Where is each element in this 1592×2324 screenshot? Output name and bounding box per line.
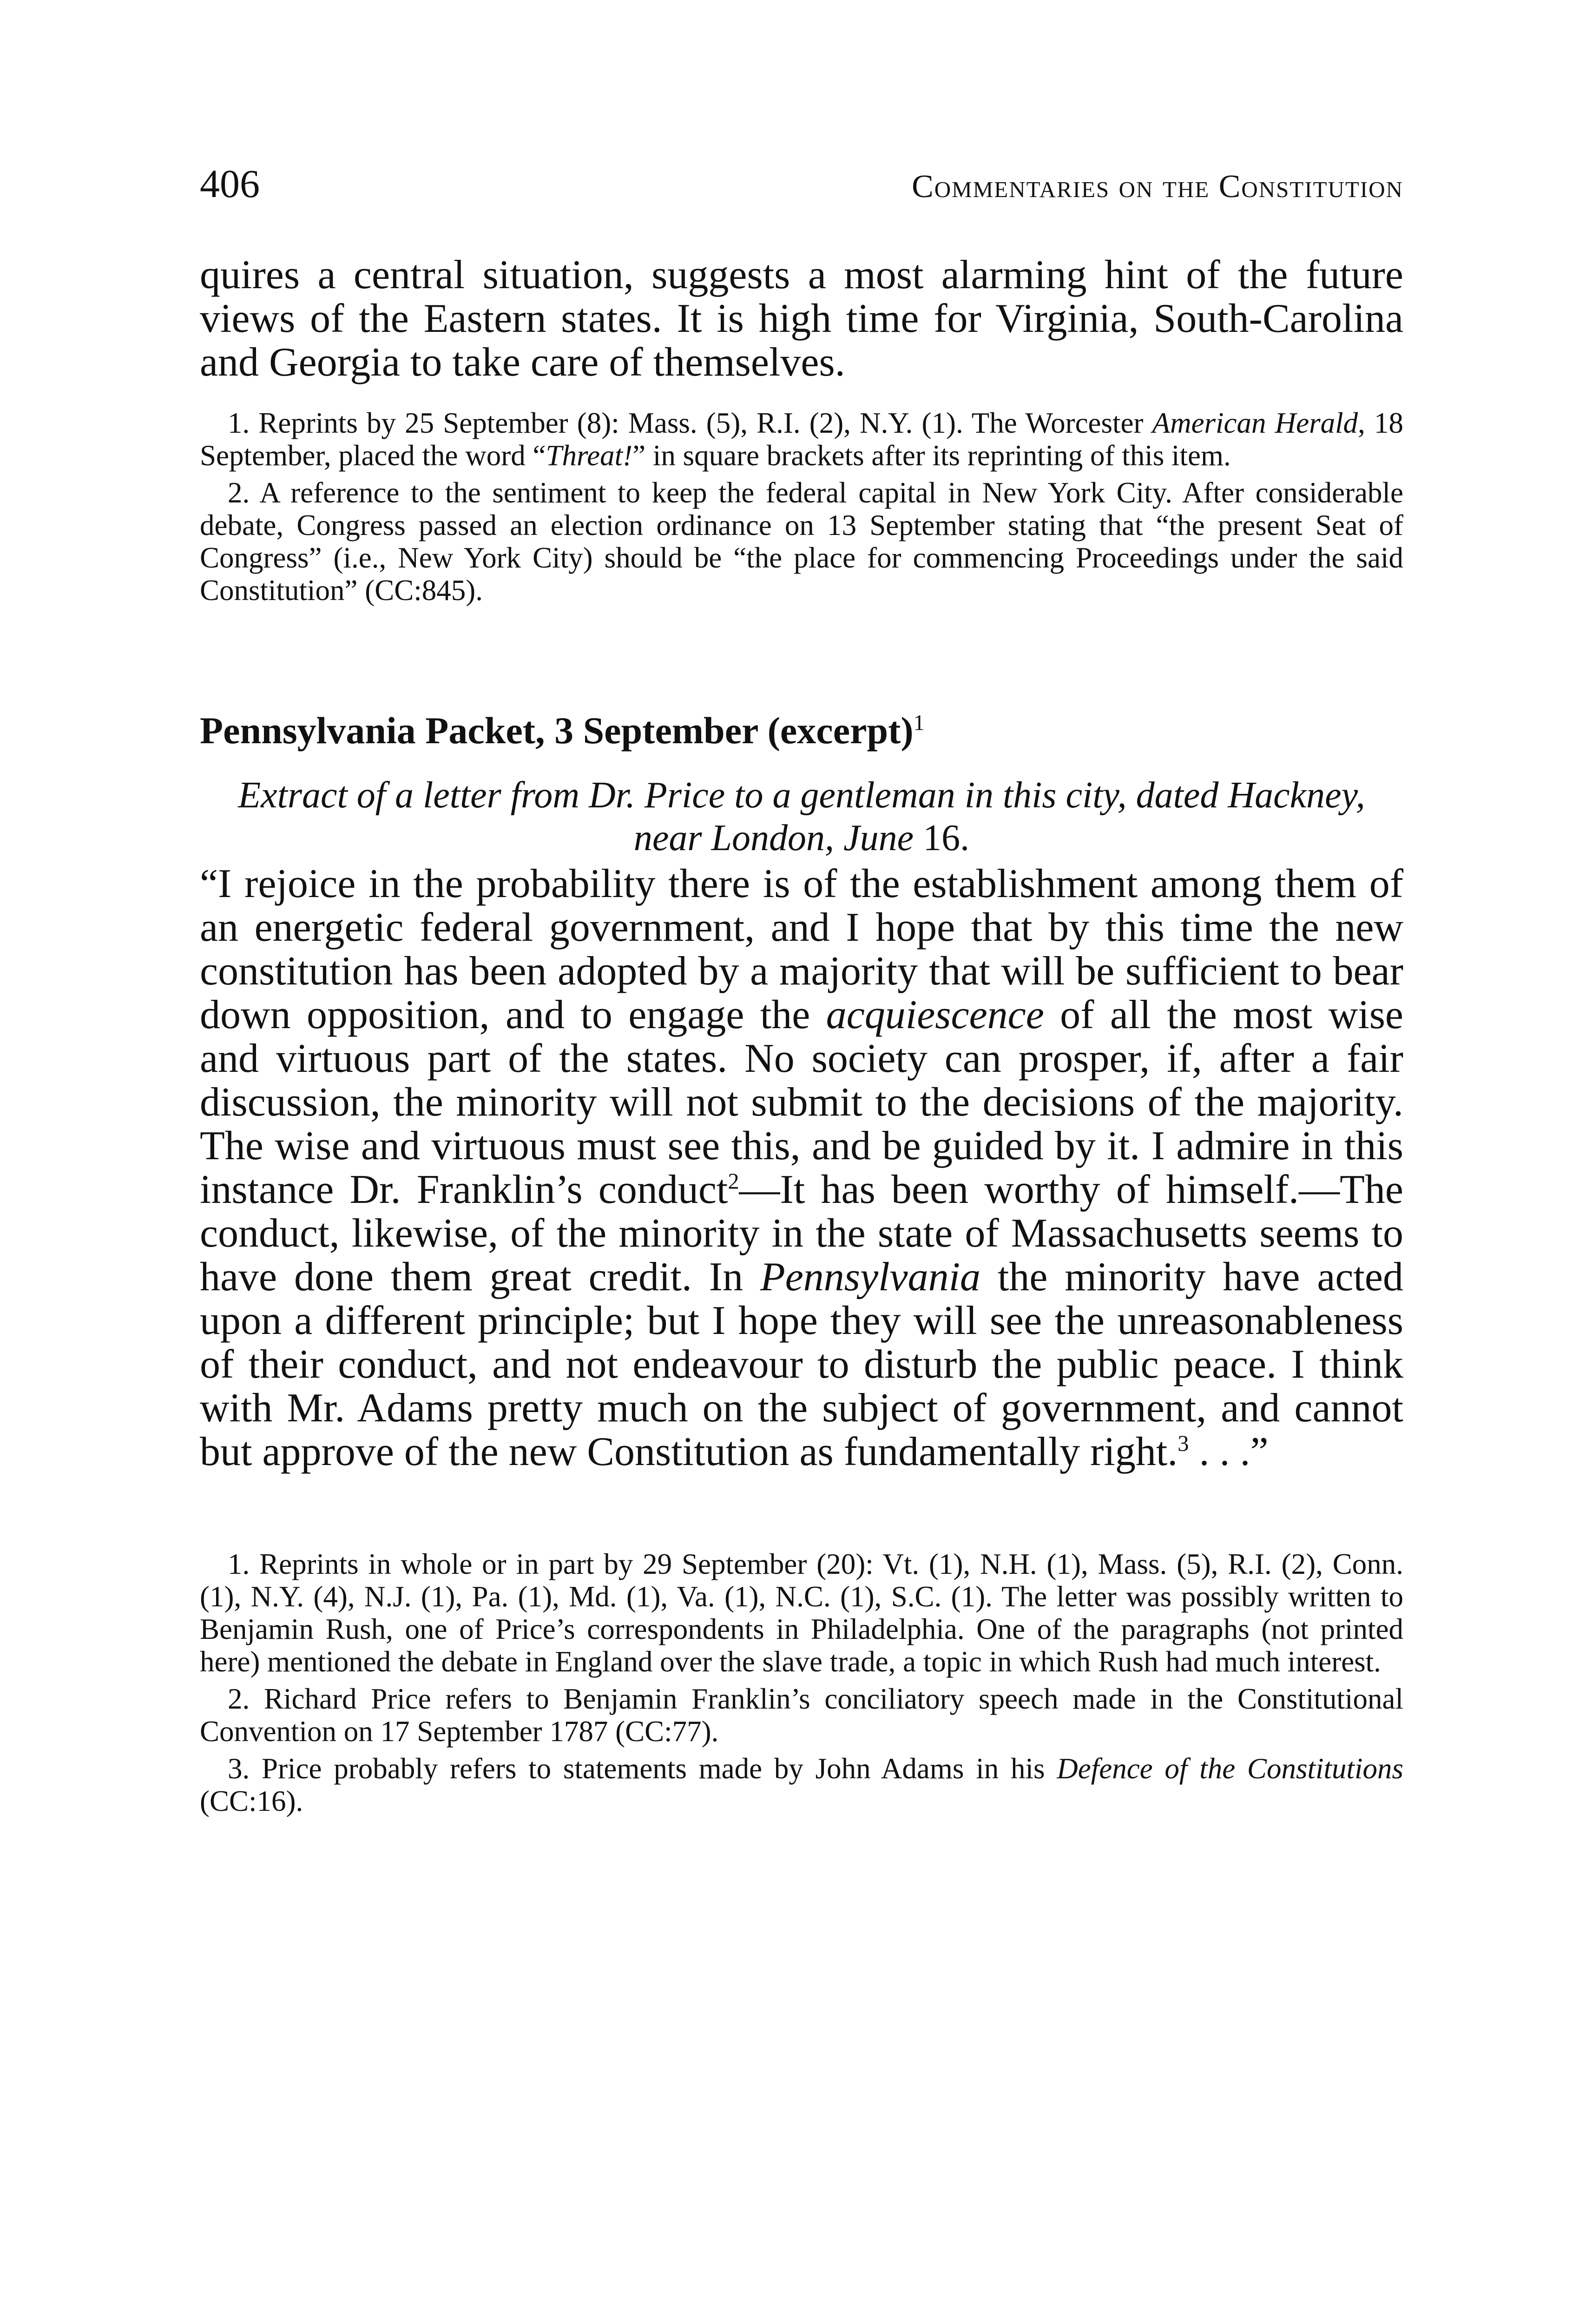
letter-footnote-3: 3. Price probably refers to statements made by John Adams in his Defence of the Constitutions (CC:16). xyxy=(200,1752,1404,1817)
section-heading: Pennsylvania Packet, 3 September (excerpt)$^1$ xyxy=(200,709,925,752)
letter-text: “I rejoice in the probability there is of the establishment among them of an energetic federal government, and I hope that by this time the new constitution has been adopted by a majority that will be sufficient to bear down opposition, and to engage the acquiescence of all the most wise and virtuous part of the states. No society can prosper, if, after a fair discussion, the minority will not submit to the decisions of the majority. The wise and virtuous must see this, and be guided by it. I admire in this instance Dr. Franklin’s conduct$^2$—It has been worthy of himself.—The conduct, likewise, of the minority in the state of Massachusetts seems to have done them great credit. In Pennsylvania the minority have acted upon a different principle; but I hope they will see the unreasonableness of their conduct, and not endeavour to disturb the public peace. I think with Mr. Adams pretty much on the subject of government, and cannot but approve of the new Constitution as fundamentally right.$^3$ . . .” xyxy=(200,861,1403,1474)
continued-text: quires a central situation, suggests a most alarming hint of the future views of the Eastern states. It is high time for Virginia, South-Carolina and Georgia to take care of themselves. xyxy=(200,252,1403,385)
heading-footnote-ref: 1 xyxy=(913,710,925,735)
letter-footnote-2: 2. Richard Price refers to Benjamin Franklin’s conciliatory speech made in the Constitutional Convention on 17 September 1787 (CC:77). xyxy=(200,1683,1403,1748)
footnote-2: 2. A reference to the sentiment to keep the federal capital in New York City. After considerable debate, Congress passed an election ordinance on 13 September stating that “the present Seat of Congress” (i.e., New York City) should be “the place for commencing Proceedings under the said Constitution” (CC:845). xyxy=(200,476,1403,607)
footnote-ref-2: 2 xyxy=(728,1169,739,1194)
page-header xyxy=(200,160,1403,221)
page-number: 406 xyxy=(200,161,260,206)
footnote-1: 1. Reprints by 25 September (8): Mass. (5), R.I. (2), N.Y. (1). The Worcester American Herald, 18 September, placed the word “Threat!” in square brackets after its reprinting of this item. xyxy=(200,407,1404,472)
footnotes-letter xyxy=(200,1548,1403,1817)
footnote-ref-3: 3 xyxy=(1178,1431,1189,1456)
letter-body xyxy=(200,862,1403,1474)
running-head: Commentaries on the Constitution xyxy=(912,169,1403,205)
letter-footnote-1: 1. Reprints in whole or in part by 29 September (20): Vt. (1), N.H. (1), Mass. (5), R.I. (2), Conn. (1), N.Y. (4), N.J. (1), Pa. (1), Md. (1), Va. (1), N.C. (1), S.C. (1). The letter was possibly written to Benjamin Rush, one of Price’s correspondents in Philadelphia. One of the paragraphs (not printed here) mentioned the debate in England over the slave trade, a topic in which Rush had much interest. xyxy=(200,1548,1403,1678)
letter-dateline: Extract of a letter from Dr. Price to a gentleman in this city, dated Hackney, near London, June 16. xyxy=(238,775,1365,858)
continued-paragraph xyxy=(200,253,1403,384)
footnotes-previous-item xyxy=(200,407,1403,607)
